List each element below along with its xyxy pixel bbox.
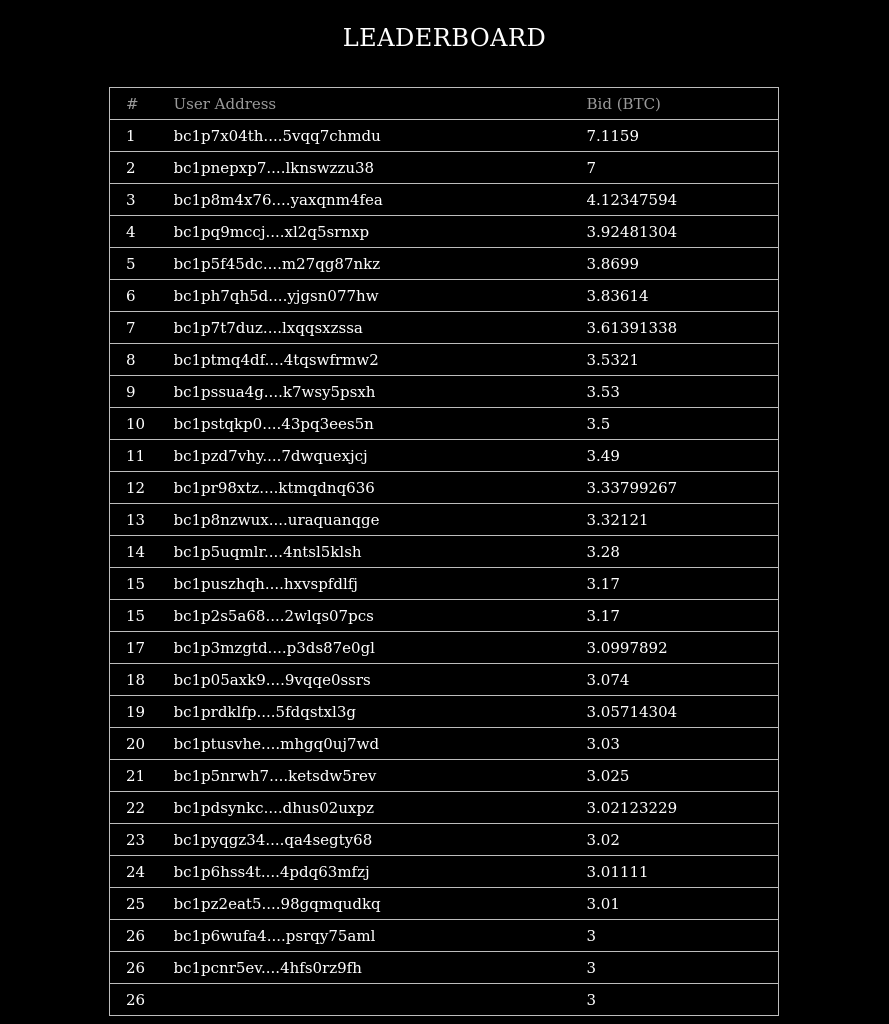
user-address-cell: bc1p6hss4t....4pdq63mfzj [174, 856, 587, 888]
rank-cell: 17 [110, 632, 174, 664]
bid-cell: 3.5321 [587, 344, 779, 376]
rank-cell: 23 [110, 824, 174, 856]
rank-cell: 6 [110, 280, 174, 312]
user-address-cell: bc1pz2eat5....98gqmqudkq [174, 888, 587, 920]
table-header-row [110, 88, 779, 120]
user-address-cell: bc1prdklfp....5fdqstxl3g [174, 696, 587, 728]
rank-cell: 21 [110, 760, 174, 792]
table-row [110, 472, 779, 504]
table-row [110, 216, 779, 248]
rank-cell: 15 [110, 600, 174, 632]
rank-cell: 9 [110, 376, 174, 408]
rank-cell: 24 [110, 856, 174, 888]
table-row [110, 152, 779, 184]
rank-cell: 26 [110, 952, 174, 984]
user-address-cell: bc1p7t7duz....lxqqsxzssa [174, 312, 587, 344]
bid-cell: 3.074 [587, 664, 779, 696]
table-row [110, 280, 779, 312]
table-row [110, 440, 779, 472]
bid-cell: 3 [587, 984, 779, 1016]
rank-cell: 18 [110, 664, 174, 696]
rank-cell: 11 [110, 440, 174, 472]
user-address-cell: bc1p6wufa4....psrqy75aml [174, 920, 587, 952]
rank-cell: 26 [110, 920, 174, 952]
table-row [110, 568, 779, 600]
bid-cell: 7.1159 [587, 120, 779, 152]
bid-cell: 3.83614 [587, 280, 779, 312]
bid-cell: 3.61391338 [587, 312, 779, 344]
bid-cell: 3 [587, 952, 779, 984]
rank-cell: 10 [110, 408, 174, 440]
bid-cell: 3.025 [587, 760, 779, 792]
bid-cell: 3.17 [587, 600, 779, 632]
table-row [110, 248, 779, 280]
user-address-cell: bc1p05axk9....9vqqe0ssrs [174, 664, 587, 696]
bid-cell: 7 [587, 152, 779, 184]
user-address-cell: bc1pnepxp7....lknswzzu38 [174, 152, 587, 184]
rank-cell: 1 [110, 120, 174, 152]
bid-cell: 3.17 [587, 568, 779, 600]
table-row [110, 504, 779, 536]
bid-cell: 3.28 [587, 536, 779, 568]
leaderboard-table [109, 87, 779, 1016]
page-title: LEADERBOARD [342, 24, 547, 52]
bid-cell: 3.33799267 [587, 472, 779, 504]
rank-cell: 19 [110, 696, 174, 728]
table-row [110, 952, 779, 984]
table-row [110, 760, 779, 792]
bid-cell: 3.8699 [587, 248, 779, 280]
user-address-cell: bc1p5nrwh7....ketsdw5rev [174, 760, 587, 792]
user-address-cell: bc1ptusvhe....mhgq0uj7wd [174, 728, 587, 760]
table-row [110, 376, 779, 408]
rank-cell: 2 [110, 152, 174, 184]
rank-cell: 14 [110, 536, 174, 568]
user-address-cell: bc1pdsynkc....dhus02uxpz [174, 792, 587, 824]
rank-cell: 25 [110, 888, 174, 920]
table-row [110, 728, 779, 760]
table-row [110, 696, 779, 728]
table-row [110, 536, 779, 568]
table-row [110, 312, 779, 344]
table-row [110, 920, 779, 952]
table-row [110, 792, 779, 824]
rank-cell: 3 [110, 184, 174, 216]
rank-cell: 8 [110, 344, 174, 376]
bid-cell: 3.92481304 [587, 216, 779, 248]
user-address-cell: bc1pr98xtz....ktmqdnq636 [174, 472, 587, 504]
table-row [110, 984, 779, 1016]
rank-cell: 4 [110, 216, 174, 248]
rank-cell: 5 [110, 248, 174, 280]
bid-cell: 3.0997892 [587, 632, 779, 664]
rank-cell: 26 [110, 984, 174, 1016]
user-address-cell: bc1pcnr5ev....4hfs0rz9fh [174, 952, 587, 984]
leaderboard-body [110, 120, 779, 1016]
table-row [110, 632, 779, 664]
user-address-cell: bc1p7x04th....5vqq7chmdu [174, 120, 587, 152]
table-row [110, 888, 779, 920]
user-address-cell: bc1p5f45dc....m27qg87nkz [174, 248, 587, 280]
table-row [110, 120, 779, 152]
user-address-cell: bc1pssua4g....k7wsy5psxh [174, 376, 587, 408]
table-row [110, 824, 779, 856]
bid-cell: 4.12347594 [587, 184, 779, 216]
table-row [110, 344, 779, 376]
user-address-cell: bc1pstqkp0....43pq3ees5n [174, 408, 587, 440]
table-row [110, 664, 779, 696]
bid-cell: 3 [587, 920, 779, 952]
user-address-cell: bc1ph7qh5d....yjgsn077hw [174, 280, 587, 312]
user-address-cell: bc1puszhqh....hxvspfdlfj [174, 568, 587, 600]
table-row [110, 856, 779, 888]
user-address-cell: bc1p3mzgtd....p3ds87e0gl [174, 632, 587, 664]
user-address-cell: bc1p8nzwux....uraquanqge [174, 504, 587, 536]
user-address-cell: bc1p5uqmlr....4ntsl5klsh [174, 536, 587, 568]
user-address-cell: bc1pzd7vhy....7dwquexjcj [174, 440, 587, 472]
rank-cell: 12 [110, 472, 174, 504]
user-address-cell: bc1ptmq4df....4tqswfrmw2 [174, 344, 587, 376]
bid-cell: 3.01 [587, 888, 779, 920]
bid-cell: 3.5 [587, 408, 779, 440]
user-address-cell: bc1pyqgz34....qa4segty68 [174, 824, 587, 856]
user-address-cell: bc1p8m4x76....yaxqnm4fea [174, 184, 587, 216]
bid-cell: 3.49 [587, 440, 779, 472]
user-address-cell: bc1pq9mccj....xl2q5srnxp [174, 216, 587, 248]
rank-cell: 13 [110, 504, 174, 536]
column-header-rank: # [110, 88, 174, 120]
bid-cell: 3.03 [587, 728, 779, 760]
user-address-cell: bc1p2s5a68....2wlqs07pcs [174, 600, 587, 632]
bid-cell: 3.02 [587, 824, 779, 856]
bid-cell: 3.53 [587, 376, 779, 408]
column-header-user-address: User Address [174, 88, 587, 120]
bid-cell: 3.32121 [587, 504, 779, 536]
bid-cell: 3.05714304 [587, 696, 779, 728]
bid-cell: 3.02123229 [587, 792, 779, 824]
rank-cell: 22 [110, 792, 174, 824]
bid-cell: 3.01111 [587, 856, 779, 888]
column-header-bid: Bid (BTC) [587, 88, 779, 120]
rank-cell: 15 [110, 568, 174, 600]
rank-cell: 20 [110, 728, 174, 760]
table-row [110, 408, 779, 440]
table-row [110, 184, 779, 216]
leaderboard-container [109, 87, 778, 1016]
table-row [110, 600, 779, 632]
user-address-cell [174, 984, 587, 1016]
rank-cell: 7 [110, 312, 174, 344]
